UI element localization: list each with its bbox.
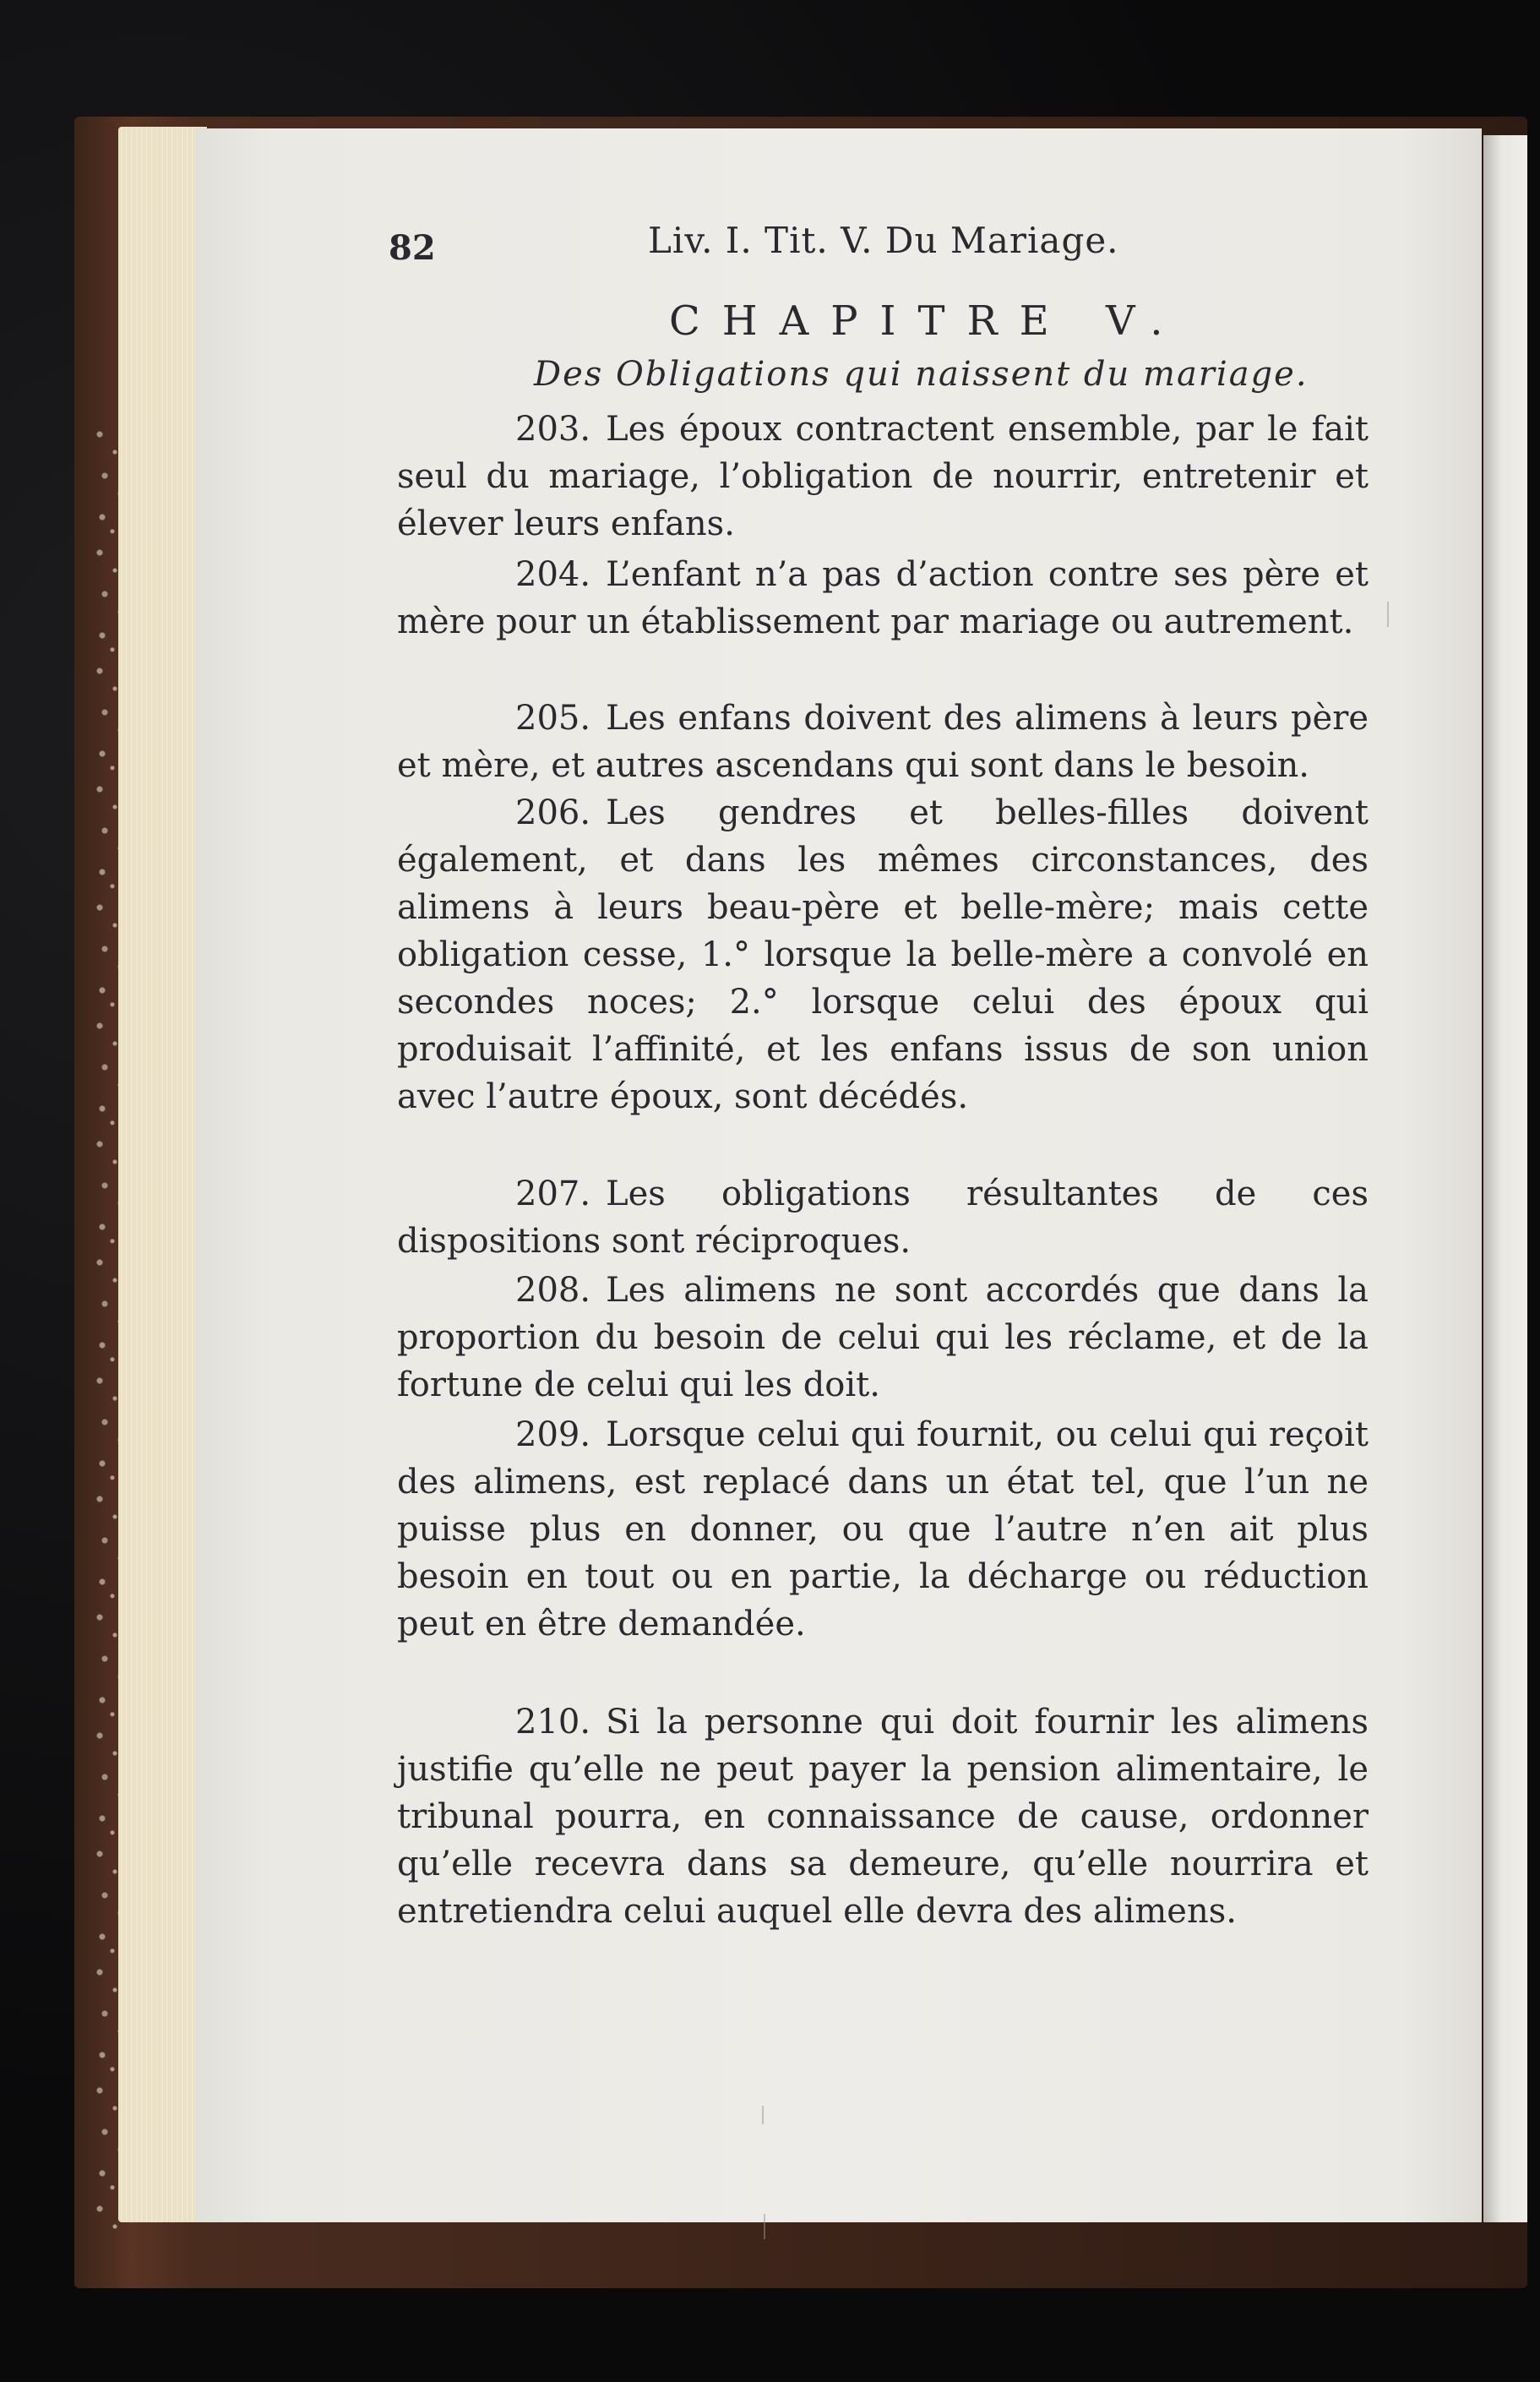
article-203	[397, 406, 1369, 548]
article-207	[397, 1170, 1369, 1265]
article-text: Les époux contractent ensemble, par le fait seul du mariage, l’obligation de nourrir, entretenir et élever leurs enfans.	[397, 410, 1369, 543]
running-header: Liv. I. Tit. V. Du Mariage.	[648, 220, 1119, 261]
article-number: 204.	[515, 555, 591, 594]
article-209	[397, 1411, 1369, 1648]
article-number: 208.	[515, 1271, 591, 1310]
facing-page-edge	[1483, 135, 1527, 2222]
article-number: 205.	[515, 699, 591, 738]
article-205	[397, 695, 1369, 789]
book-page	[196, 128, 1482, 2222]
article-number: 210.	[515, 1703, 591, 1742]
article-number: 206.	[515, 793, 591, 832]
page-number: 82	[389, 228, 436, 268]
article-text: Lorsque celui qui fournit, ou celui qui reçoit des alimens, est replacé dans un état tel, que l’un ne puisse plus en donner, ou que l’autre n’en ait plus besoin en tout ou en partie, la décharge ou réduction peut en être demandée.	[397, 1415, 1369, 1643]
article-text: L’enfant n’a pas d’action contre ses père et mère pour un établissement par mariage ou autrement.	[397, 555, 1369, 641]
paper-blemish	[762, 2106, 764, 2124]
article-text: Les obligations résultantes de ces dispositions sont réciproques.	[397, 1175, 1369, 1261]
article-number: 207.	[515, 1175, 591, 1213]
chapter-subtitle: Des Obligations qui naissent du mariage.	[534, 355, 1309, 394]
paper-blemish	[764, 2214, 765, 2239]
article-210	[397, 1698, 1369, 1935]
article-206	[397, 789, 1369, 1120]
article-number: 209.	[515, 1415, 591, 1454]
chapter-title: CHAPITRE V.	[669, 297, 1185, 345]
article-text: Les enfans doivent des alimens à leurs père et mère, et autres ascendans qui sont dans le besoin.	[397, 699, 1369, 785]
article-number: 203.	[515, 410, 591, 449]
paper-blemish	[1387, 602, 1389, 627]
article-text: Les gendres et belles-filles doivent également, et dans les mêmes circonstances, des alimens à leurs beau-père et belle-mère; mais cette obligation cesse, 1.° lorsque la belle-mère a convolé en secondes noces; 2.° lorsque celui des époux qui produisait l’affinité, et les enfans issus de son union avec l’autre époux, sont décédés.	[397, 793, 1369, 1116]
article-204	[397, 551, 1369, 646]
article-text: Si la personne qui doit fournir les alimens justifie qu’elle ne peut payer la pension alimentaire, le tribunal pourra, en connaissance de cause, ordonner qu’elle recevra dans sa demeure, qu’elle nourrira et entretiendra celui auquel elle devra des alimens.	[397, 1703, 1369, 1931]
page-edges	[118, 127, 207, 2222]
article-text: Les alimens ne sont accordés que dans la proportion du besoin de celui qui les réclame, et de la fortune de celui qui les doit.	[397, 1271, 1369, 1404]
article-208	[397, 1267, 1369, 1409]
